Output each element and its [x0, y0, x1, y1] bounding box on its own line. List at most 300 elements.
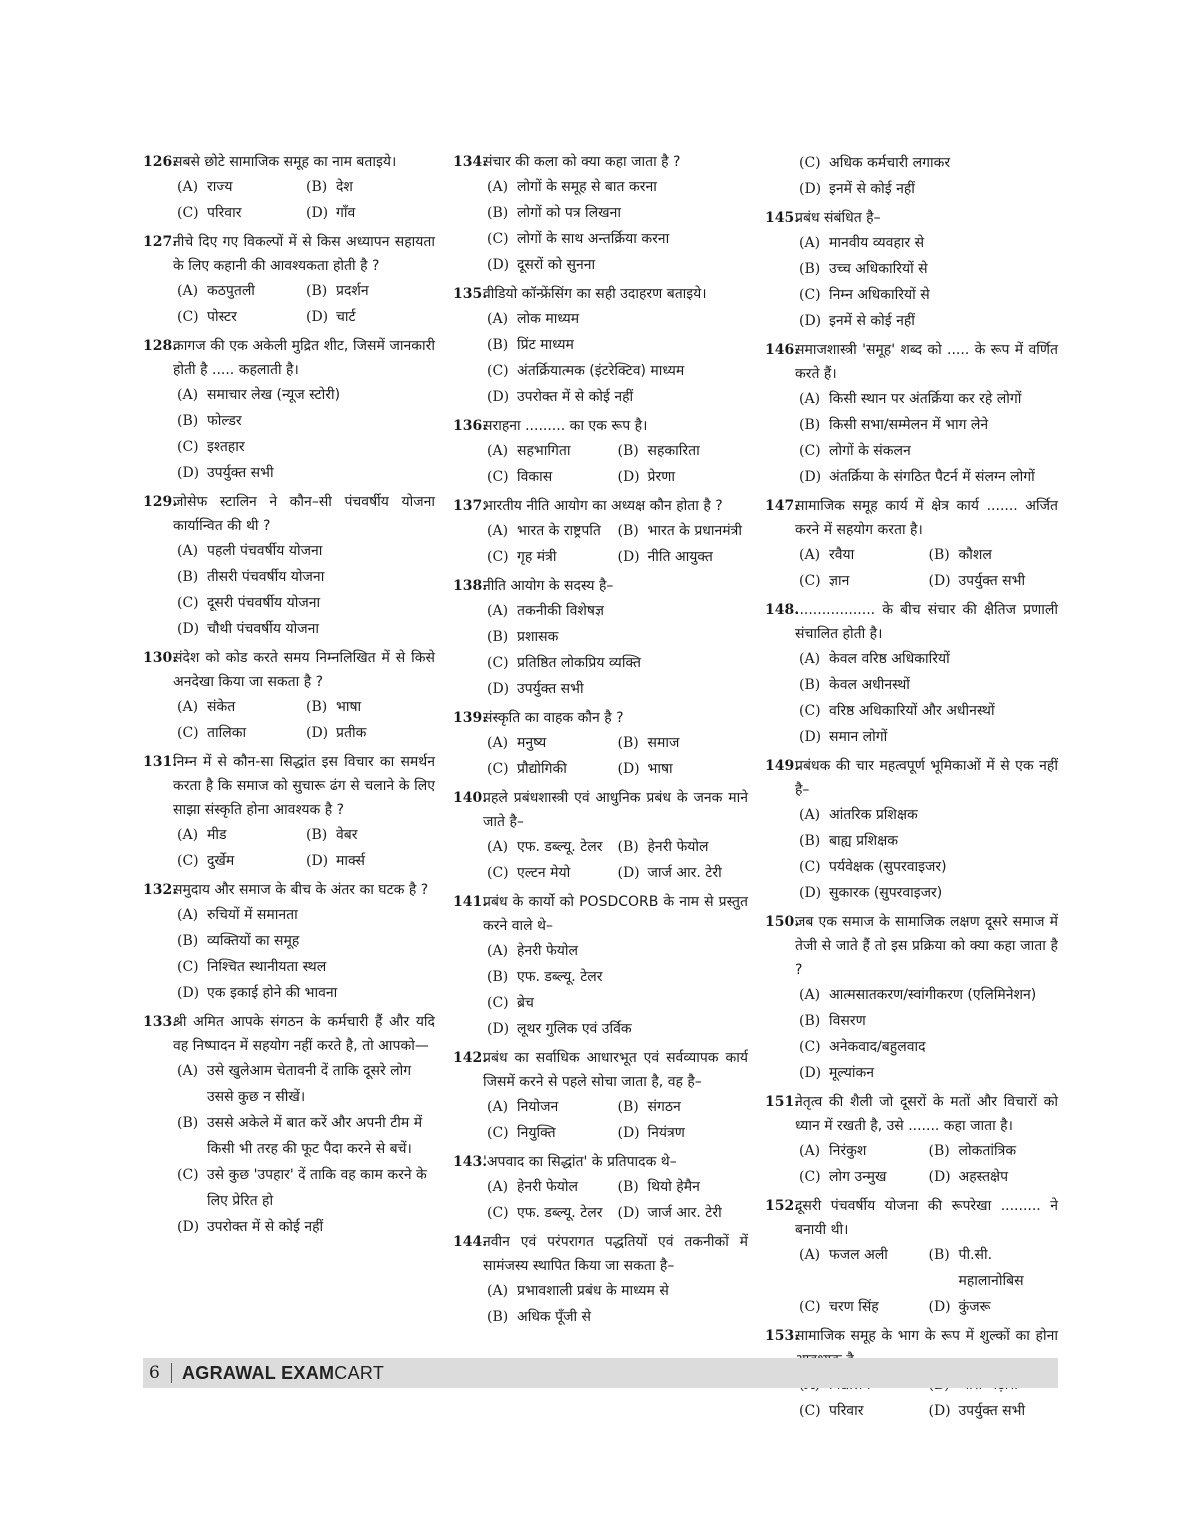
question-line — [453, 1046, 748, 1094]
question-line — [143, 150, 435, 174]
option-letter: (C) — [487, 1125, 509, 1141]
option-letter: (B) — [177, 569, 199, 585]
option-text: मीड — [207, 827, 227, 843]
option-letter: (C) — [177, 309, 199, 325]
option-row — [487, 544, 748, 570]
option-text: समान लोगों — [829, 729, 888, 745]
option-letter: (B) — [799, 261, 821, 277]
option-text: चार्ट — [336, 309, 356, 325]
question-number: 148. — [765, 602, 800, 618]
option — [487, 1200, 618, 1226]
option — [177, 200, 306, 226]
question-block — [453, 574, 748, 702]
question-text: वीडियो कॉन्फ्रेंसिंग का सही उदाहरण बताइये। — [483, 286, 707, 302]
question-text: जब एक समाज के सामाजिक लक्षण दूसरे समाज में तेजी से जाते हैं तो इस प्रक्रिया को क्या कहा जाता है ? — [795, 914, 1058, 978]
option-text: गृह मंत्री — [517, 549, 557, 565]
option-row — [177, 200, 435, 226]
option-letter: (C) — [487, 1205, 509, 1221]
question-line — [765, 1194, 1058, 1242]
option-text: तालिका — [207, 725, 247, 741]
option-text: उपर्युक्त सभी — [958, 573, 1026, 589]
option — [487, 226, 748, 252]
option-letter: (C) — [177, 725, 199, 741]
option-row — [177, 304, 435, 330]
option-text: प्रिंट माध्यम — [517, 337, 574, 353]
option-letter: (A) — [799, 391, 821, 407]
question-number: 143. — [453, 1154, 488, 1170]
option-row — [177, 174, 435, 200]
option — [487, 384, 748, 410]
option-letter: (A) — [799, 987, 821, 1003]
page-number: 6 — [149, 1363, 160, 1383]
question-number: 145. — [765, 210, 800, 226]
option-text: ज्ञान — [829, 573, 850, 589]
option-text: नियंत्रण — [647, 1125, 685, 1141]
option — [618, 834, 749, 860]
option — [618, 464, 749, 490]
option-letter: (B) — [617, 1179, 639, 1195]
option — [929, 1138, 1059, 1164]
option-text: फोल्डर — [207, 413, 242, 429]
option — [799, 1034, 1058, 1060]
option-text: लूथर गुलिक एवं उर्विक — [517, 1021, 632, 1037]
option-text: मनुष्य — [517, 735, 547, 751]
option-text: लोकतांत्रिक — [958, 1143, 1017, 1159]
option — [799, 230, 1058, 256]
option — [487, 676, 748, 702]
question-line — [453, 282, 748, 306]
option-text: हेनरी फेयोल — [647, 839, 709, 855]
question-block — [765, 598, 1058, 750]
option — [487, 1094, 618, 1120]
option — [177, 902, 435, 928]
option-letter: (D) — [177, 985, 200, 1001]
option — [306, 174, 435, 200]
option-text: संकेत — [207, 699, 236, 715]
option — [929, 568, 1059, 594]
option — [799, 698, 1058, 724]
option-letter: (D) — [799, 313, 822, 329]
question-line — [453, 1150, 748, 1174]
question-number: 153. — [765, 1328, 800, 1344]
option — [799, 308, 1058, 334]
option-text: उपर्युक्त सभी — [517, 681, 584, 697]
option — [618, 438, 749, 464]
option-row — [487, 1094, 748, 1120]
option-text: जार्ज आर. टेरी — [647, 865, 722, 881]
option-letter: (B) — [617, 443, 639, 459]
option — [618, 518, 749, 544]
question-text: .................. के बीच संचार की क्षैतिज प्रणाली संचालित होती है। — [795, 602, 1058, 642]
option-letter: (C) — [799, 859, 821, 875]
option — [487, 1016, 748, 1042]
option-text: प्रदर्शन — [336, 283, 369, 299]
option-text: उपर्युक्त सभी — [958, 1403, 1026, 1419]
option-text: व्यक्तियों का समूह — [207, 933, 300, 949]
question-block — [765, 1194, 1058, 1320]
question-block — [453, 706, 748, 782]
option-letter: (A) — [487, 1283, 509, 1299]
option-letter: (D) — [799, 1065, 822, 1081]
option-letter: (A) — [487, 1099, 509, 1115]
question-number: 138. — [453, 578, 488, 594]
option-text: वरिष्ठ अधिकारियों और अधीनस्थों — [829, 703, 995, 719]
option — [487, 174, 748, 200]
question-number: 137. — [453, 498, 488, 514]
option — [177, 590, 435, 616]
question-line — [765, 754, 1058, 802]
option-text: सुकारक (सुपरवाइजर) — [829, 885, 943, 901]
option — [177, 278, 306, 304]
option-letter: (B) — [177, 1115, 199, 1131]
question-text: समाजशास्त्री 'समूह' शब्द को ..... के रूप में वर्णित करते हैं। — [795, 342, 1058, 382]
question-number: 135. — [453, 286, 488, 302]
option-letter: (A) — [799, 807, 821, 823]
option-text: तीसरी पंचवर्षीय योजना — [207, 569, 325, 585]
option-letter: (D) — [306, 853, 329, 869]
brand-cart: CART — [334, 1362, 385, 1383]
option-text: तकनीकी विशेषज्ञ — [517, 603, 604, 619]
question-block — [143, 334, 435, 486]
option-text: एल्टन मेयो — [517, 865, 571, 881]
option — [487, 200, 748, 226]
option-row — [487, 756, 748, 782]
option — [618, 544, 749, 570]
option-letter: (A) — [487, 311, 509, 327]
option-text: लोग उन्मुख — [829, 1169, 887, 1185]
option — [799, 412, 1058, 438]
option-text: अंतर्क्रियात्मक (इंटरेक्टिव) माध्यम — [517, 363, 685, 379]
option — [618, 860, 749, 886]
option-letter: (C) — [487, 865, 509, 881]
question-line — [453, 1230, 748, 1278]
option-letter: (A) — [177, 1063, 199, 1079]
question-text: नवीन एवं परंपरागत पद्धतियों एवं तकनीकों में सामंजस्य स्थापित किया जा सकता है– — [483, 1234, 748, 1274]
option — [487, 252, 748, 278]
option — [618, 1094, 749, 1120]
option-text: दूसरी पंचवर्षीय योजना — [207, 595, 321, 611]
option-letter: (B) — [928, 547, 950, 563]
option — [177, 616, 435, 642]
option — [799, 1242, 929, 1294]
option-letter: (B) — [306, 699, 328, 715]
brand-name: AGRAWAL — [182, 1362, 282, 1383]
option-letter: (B) — [617, 523, 639, 539]
option-letter: (B) — [487, 629, 509, 645]
question-number: 149. — [765, 758, 800, 774]
question-number: 129. — [143, 494, 178, 510]
option-row — [487, 730, 748, 756]
option-letter: (D) — [799, 885, 822, 901]
option-letter: (D) — [306, 205, 329, 221]
option — [487, 938, 748, 964]
question-number: 131. — [143, 754, 178, 770]
option-text: दूसरों को सुनना — [517, 257, 596, 273]
option — [799, 672, 1058, 698]
question-line — [143, 878, 435, 902]
option-text: आंतरिक प्रशिक्षक — [829, 807, 918, 823]
option — [929, 1294, 1059, 1320]
option-text: कौशल — [958, 547, 992, 563]
option-letter: (A) — [799, 235, 821, 251]
option-letter: (B) — [487, 969, 509, 985]
option-text: प्रभावशाली प्रबंध के माध्यम से — [517, 1283, 669, 1299]
question-line — [765, 598, 1058, 646]
option — [618, 756, 749, 782]
option — [799, 1398, 929, 1424]
question-text: पहले प्रबंधशास्त्री एवं आधुनिक प्रबंध के जनक माने जाते है– — [483, 790, 748, 830]
option — [177, 408, 435, 434]
option-letter: (A) — [177, 179, 199, 195]
option-letter: (C) — [487, 363, 509, 379]
option-letter: (B) — [617, 735, 639, 751]
option — [487, 1278, 748, 1304]
option-letter: (C) — [799, 573, 821, 589]
option-text: लोक माध्यम — [517, 311, 580, 327]
option-letter: (C) — [487, 995, 509, 1011]
option-text: उच्च अधिकारियों से — [829, 261, 928, 277]
option-letter: (C) — [799, 703, 821, 719]
option-text: एफ. डब्ल्यू. टेलर — [517, 969, 603, 985]
option-text: भाषा — [647, 761, 673, 777]
option — [929, 1164, 1059, 1190]
option-letter: (B) — [177, 933, 199, 949]
option-text: फजल अली — [829, 1247, 888, 1263]
option-letter: (B) — [617, 1099, 639, 1115]
question-text: सराहना ......... का एक रूप है। — [483, 418, 648, 434]
question-number: 139. — [453, 710, 488, 726]
option — [306, 720, 435, 746]
option — [799, 880, 1058, 906]
question-line — [765, 910, 1058, 982]
option-letter: (C) — [799, 155, 821, 171]
option-text: हेनरी फेयोल — [517, 1179, 579, 1195]
option-text: किसी सभा/सम्मेलन में भाग लेने — [829, 417, 989, 433]
option-letter: (C) — [799, 1403, 821, 1419]
option-letter: (D) — [617, 865, 640, 881]
question-line — [453, 150, 748, 174]
question-block — [765, 494, 1058, 594]
option-text: वेबर — [336, 827, 358, 843]
option — [177, 822, 306, 848]
option — [177, 720, 306, 746]
option-text: संगठन — [647, 1099, 681, 1115]
option — [487, 544, 618, 570]
option — [799, 1060, 1058, 1086]
question-line — [143, 334, 435, 382]
question-text: निम्न में से कौन-सा सिद्धांत इस विचार का समर्थन करता है कि समाज को सुचारू ढंग से चलाने के लिए साझा संस्कृति होना आवश्यक है ? — [173, 754, 435, 818]
option-text: प्रेरणा — [647, 469, 675, 485]
option-letter: (D) — [487, 1021, 510, 1037]
option-text: पहली पंचवर्षीय योजना — [207, 543, 323, 559]
option-text: सहकारिता — [647, 443, 700, 459]
option-text: निम्न अधिकारियों से — [829, 287, 930, 303]
option-letter: (C) — [799, 1169, 821, 1185]
option-text: दुर्खेम — [207, 853, 235, 869]
option — [799, 1294, 929, 1320]
question-text: संचार की कला को क्या कहा जाता है ? — [483, 154, 681, 170]
option-text: कुंजरू — [958, 1299, 991, 1315]
option-text: उसे खुलेआम चेतावनी दें ताकि दूसरे लोग उससे कुछ न सीखें। — [207, 1063, 412, 1105]
question-text: नीति आयोग के सदस्य है– — [483, 578, 614, 594]
option-text: लोगों के साथ अन्तर्क्रिया करना — [517, 231, 670, 247]
option-letter: (B) — [306, 179, 328, 195]
question-block — [143, 878, 435, 1006]
option — [799, 438, 1058, 464]
question-text: प्रबंधक की चार महत्वपूर्ण भूमिकाओं में से एक नहीं है– — [795, 758, 1058, 798]
option-text: ब्रेच — [517, 995, 534, 1011]
option-letter: (C) — [177, 1167, 199, 1183]
option-letter: (D) — [928, 1403, 951, 1419]
option-text: पोस्टर — [207, 309, 237, 325]
option-text: चौथी पंचवर्षीय योजना — [207, 621, 319, 637]
option-text: मार्क्स — [336, 853, 366, 869]
option-letter: (D) — [177, 621, 200, 637]
option-letter: (A) — [487, 839, 509, 855]
option — [618, 1200, 749, 1226]
brand-logo — [182, 1363, 384, 1384]
question-number: 130. — [143, 650, 178, 666]
question-text: सामाजिक समूह के भाग के रूप में शुल्कों का होना — [795, 1328, 1058, 1344]
question-text: सबसे छोटे सामाजिक समूह का नाम बताइये। — [173, 154, 397, 170]
option-letter: (D) — [617, 1205, 640, 1221]
option-letter: (C) — [799, 1299, 821, 1315]
option-text: आत्मसातकरण/स्वांगीकरण (एलिमिनेशन) — [829, 987, 1037, 1003]
option — [177, 1162, 435, 1214]
column-left — [143, 150, 435, 1244]
option-row — [799, 1138, 1058, 1164]
option — [306, 278, 435, 304]
option — [306, 200, 435, 226]
question-text: प्रबंध संबंधित है– — [795, 210, 881, 226]
option-text: इनमें से कोई नहीं — [829, 181, 915, 197]
question-line — [765, 338, 1058, 386]
question-block — [453, 414, 748, 490]
option-letter: (A) — [799, 1247, 821, 1263]
option-letter: (A) — [177, 699, 199, 715]
option-letter: (C) — [487, 549, 509, 565]
question-number: 151. — [765, 1094, 800, 1110]
option-letter: (D) — [617, 549, 640, 565]
option-letter: (C) — [799, 1039, 821, 1055]
option-text: अहस्तक्षेप — [958, 1169, 1009, 1185]
option-letter: (D) — [306, 725, 329, 741]
option-text: किसी स्थान पर अंतर्क्रिया कर रहे लोगों — [829, 391, 1022, 407]
option-text: भारत के प्रधानमंत्री — [647, 523, 743, 539]
option-row — [177, 694, 435, 720]
option-text: अनेकवाद/बहुलवाद — [829, 1039, 926, 1055]
question-text: जोसेफ स्टालिन ने कौन–सी पंचवर्षीय योजना कार्यान्वित की थी ? — [173, 494, 435, 534]
option-text: अंतर्क्रिया के संगठित पैटर्न में संलग्न लोगों — [829, 469, 1035, 485]
option-text: इश्तहार — [207, 439, 245, 455]
option-text: परिवार — [829, 1403, 864, 1419]
option — [177, 1058, 435, 1110]
question-block — [765, 754, 1058, 906]
option — [487, 464, 618, 490]
option — [618, 1120, 749, 1146]
question-line — [453, 574, 748, 598]
option-row — [177, 720, 435, 746]
question-number: 146. — [765, 342, 800, 358]
question-text: श्री अमित आपके संगठन के कर्मचारी हैं और यदि वह निष्पादन में सहयोग नहीं करते है, तो आपको— — [173, 1014, 435, 1054]
option-letter: (D) — [617, 1125, 640, 1141]
question-block — [453, 890, 748, 1042]
option — [306, 694, 435, 720]
option-text: रवैया — [829, 547, 855, 563]
option — [799, 256, 1058, 282]
option — [487, 624, 748, 650]
option-letter: (C) — [177, 853, 199, 869]
option-text: परिवार — [207, 205, 242, 221]
option-row — [487, 518, 748, 544]
option-text: विसरण — [829, 1013, 866, 1029]
option-text: थियो हेमैन — [647, 1179, 700, 1195]
option — [799, 828, 1058, 854]
option-letter: (B) — [799, 417, 821, 433]
question-block — [765, 150, 1058, 202]
option-text: उससे अकेले में बात करें और अपनी टीम में किसी भी तरह की फूट पैदा करने से बचें। — [207, 1115, 423, 1157]
option-text: प्रौद्योगिकी — [517, 761, 567, 777]
question-text: नेतृत्व की शैली जो दूसरों के मतों और विचारों को ध्यान में रखती है, उसे ....... कहा जाता है। — [795, 1094, 1058, 1134]
question-block — [765, 338, 1058, 490]
option — [799, 1164, 929, 1190]
question-text: प्रबंध के कार्यो को POSDCORB के नाम से प्रस्तुत करने वाले थे– — [483, 894, 748, 934]
question-text: सामाजिक समूह कार्य में क्षेत्र कार्य ....... अर्जित करने में सहयोग करता है। — [795, 498, 1058, 538]
option — [799, 854, 1058, 880]
option-letter: (A) — [799, 1143, 821, 1159]
option-letter: (D) — [928, 573, 951, 589]
option-letter: (A) — [487, 523, 509, 539]
question-text: नीचे दिए गए विकल्पों में से किस अध्यापन सहायता के लिए कहानी की आवश्यकता होती है ? — [173, 234, 435, 274]
option-letter: (D) — [617, 761, 640, 777]
option — [929, 1242, 1059, 1294]
option — [306, 822, 435, 848]
option-letter: (C) — [799, 287, 821, 303]
question-number: 140. — [453, 790, 488, 806]
option-text: लोगों के संकलन — [829, 443, 911, 459]
option-letter: (C) — [799, 443, 821, 459]
option-text: केवल वरिष्ठ अधिकारियों — [829, 651, 950, 667]
option-text: प्रशासक — [517, 629, 559, 645]
option-text: निरंकुश — [829, 1143, 867, 1159]
option — [799, 464, 1058, 490]
option-text: समाज — [647, 735, 680, 751]
option-letter: (C) — [177, 959, 199, 975]
question-line — [765, 494, 1058, 542]
option — [487, 964, 748, 990]
column-right — [765, 150, 1058, 1428]
question-line — [765, 1090, 1058, 1138]
option-text: उपरोक्त में से कोई नहीं — [207, 1219, 324, 1235]
option-letter: (A) — [487, 943, 509, 959]
option-text: इनमें से कोई नहीं — [829, 313, 915, 329]
option-letter: (B) — [177, 413, 199, 429]
question-block — [765, 206, 1058, 334]
option — [487, 860, 618, 886]
question-number: 128. — [143, 338, 178, 354]
option-letter: (D) — [487, 681, 510, 697]
option-letter: (A) — [487, 603, 509, 619]
option-letter: (A) — [177, 387, 199, 403]
question-block — [143, 150, 435, 226]
option — [306, 848, 435, 874]
option-row — [487, 1120, 748, 1146]
question-line — [143, 750, 435, 822]
option-letter: (B) — [617, 839, 639, 855]
option — [799, 568, 929, 594]
question-text: भारतीय नीति आयोग का अध्यक्ष कौन होता है ? — [483, 498, 723, 514]
option-text: अधिक कर्मचारी लगाकर — [829, 155, 951, 171]
